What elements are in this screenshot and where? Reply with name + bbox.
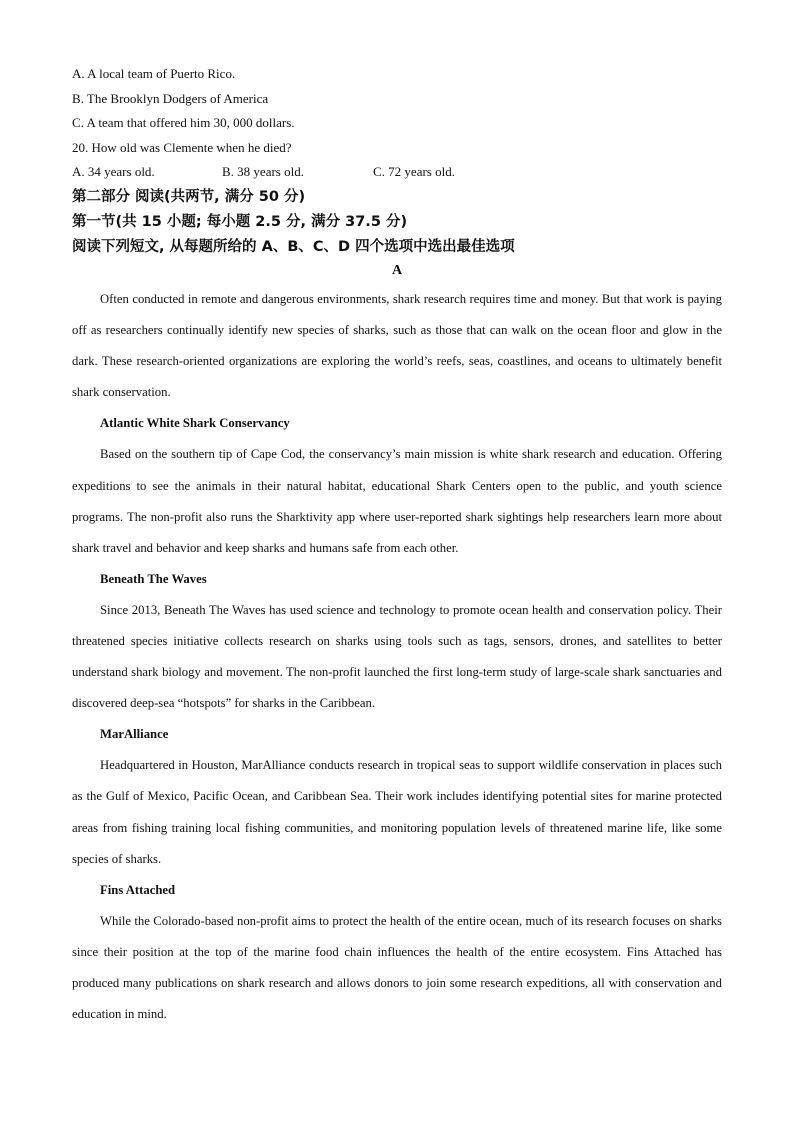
question-20-stem: 20. How old was Clemente when he died? [72,139,292,155]
org-text-atlantic: Based on the southern tip of Cape Cod, the conservancy’s main mission is white shark research and education. Offering expeditions to see the animals in their natural habitat, educational Shark Centers open to the public, and youth science programs. The non-profit also runs the Sharktivity app where user-reported shark sightings help researchers learn more about shark travel and behavior and keep sharks and humans safe from each other. [72,447,722,555]
option-20a: A. 34 years old. [72,164,155,180]
question-20-options [72,160,722,185]
section-heading-part1: 第一节(共 15 小题; 每小题 2.5 分, 满分 37.5 分) [72,213,408,230]
section-heading-part2: 第二部分 阅读(共两节, 满分 50 分) [72,188,306,205]
org-title-maralliance: MarAlliance [100,727,169,742]
document-page [72,62,722,1030]
org-title-fins-attached: Fins Attached [100,882,176,897]
option-20b: B. 38 years old. [222,164,304,180]
org-text-fins-attached: While the Colorado-based non-profit aims to protect the health of the entire ocean, much of its research focuses on sharks since their position at the top of the marine food chain influences the health of the entire ecosystem. Fins Attached has produced many publications on shark research and allows donors to join some research expeditions, all with conservation and education in mind. [72,913,722,1022]
org-text-maralliance: Headquartered in Houston, MarAlliance conducts research in tropical seas to support wildlife conservation in places such as the Gulf of Mexico, Pacific Ocean, and Caribbean Sea. Their work includes identifying potential sites for marine protected areas from fishing training local fishing communities, and monitoring population levels of threatened marine life, like some species of sharks. [72,758,722,866]
option-20c: C. 72 years old. [373,164,455,180]
org-title-beneath-the-waves: Beneath The Waves [100,571,207,586]
instructions-heading: 阅读下列短文, 从每题所给的 A、B、C、D 四个选项中选出最佳选项 [72,238,515,255]
option-19a: A. A local team of Puerto Rico. [72,66,236,81]
passage-intro: Often conducted in remote and dangerous environments, shark research requires time and money. But that work is paying off as researchers continually identify new species of sharks, such as those that can walk on the ocean floor and glow in the dark. These research-oriented organizations are exploring the world’s reefs, seas, coastlines, and oceans to ultimately benefit shark conservation. [72,291,722,400]
passage-letter: A [391,262,403,278]
org-title-atlantic: Atlantic White Shark Conservancy [100,416,290,431]
org-text-beneath-the-waves: Since 2013, Beneath The Waves has used science and technology to promote ocean health and conservation policy. Their threatened species initiative collects research on sharks using tools such as tags, sensors, drones, and satellites to better understand shark biology and movement. The non-profit launched the first long-term study of large-scale shark sanctuaries and discovered deep-sea “hotspots” for sharks in the Caribbean. [72,602,722,711]
option-19b: B. The Brooklyn Dodgers of America [72,90,269,106]
option-19c: C. A team that offered him 30, 000 dollars. [72,115,295,131]
